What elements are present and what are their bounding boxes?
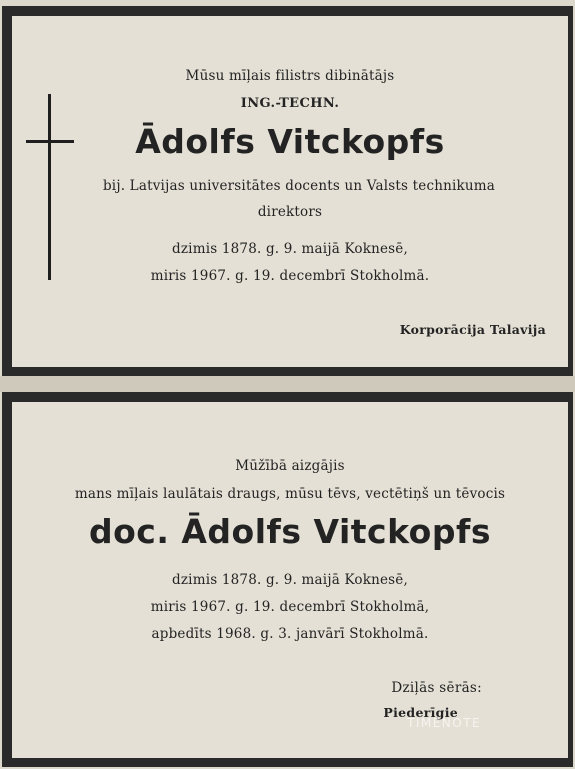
notice2-signature: Piederīgie: [383, 705, 458, 720]
notice2-buried: apbedīts 1968. g. 3. janvārī Stokholmā.: [151, 626, 429, 642]
notice2-intro: Mūžībā aizgājis: [235, 458, 345, 474]
notice2-relation: mans mīļais laulātais draugs, mūsu tēvs, vectētiņš un tēvocis: [74, 486, 506, 502]
notice1-born: dzimis 1878. g. 9. maijā Koknesē,: [172, 241, 408, 257]
notice2-died: miris 1967. g. 19. decembrī Stokholmā,: [150, 599, 430, 615]
notice1-died: miris 1967. g. 19. decembrī Stokholmā.: [150, 268, 430, 284]
notice2-born: dzimis 1878. g. 9. maijā Koknesē,: [172, 572, 408, 588]
notice1-signature: Korporācija Talavija: [399, 322, 546, 337]
notice2-name: doc. Ādolfs Vitckopfs: [89, 512, 491, 551]
notice1-name: Ādolfs Vitckopfs: [135, 122, 445, 161]
notice1-title: ING.-TECHN.: [240, 96, 340, 111]
notice1-position-cont: direktors: [257, 204, 323, 220]
obituary-notice-2: [2, 392, 573, 767]
notice2-mourning: Dziļās sērās:: [391, 680, 482, 696]
watermark: TIMENOTE: [407, 716, 482, 730]
page-gap: [0, 376, 575, 392]
obituary-notice-1: [2, 6, 573, 376]
notice1-intro: Mūsu mīļais filistrs dibinātājs: [185, 68, 395, 84]
notice1-position: bij. Latvijas universitātes docents un Valsts technikuma: [102, 178, 496, 194]
